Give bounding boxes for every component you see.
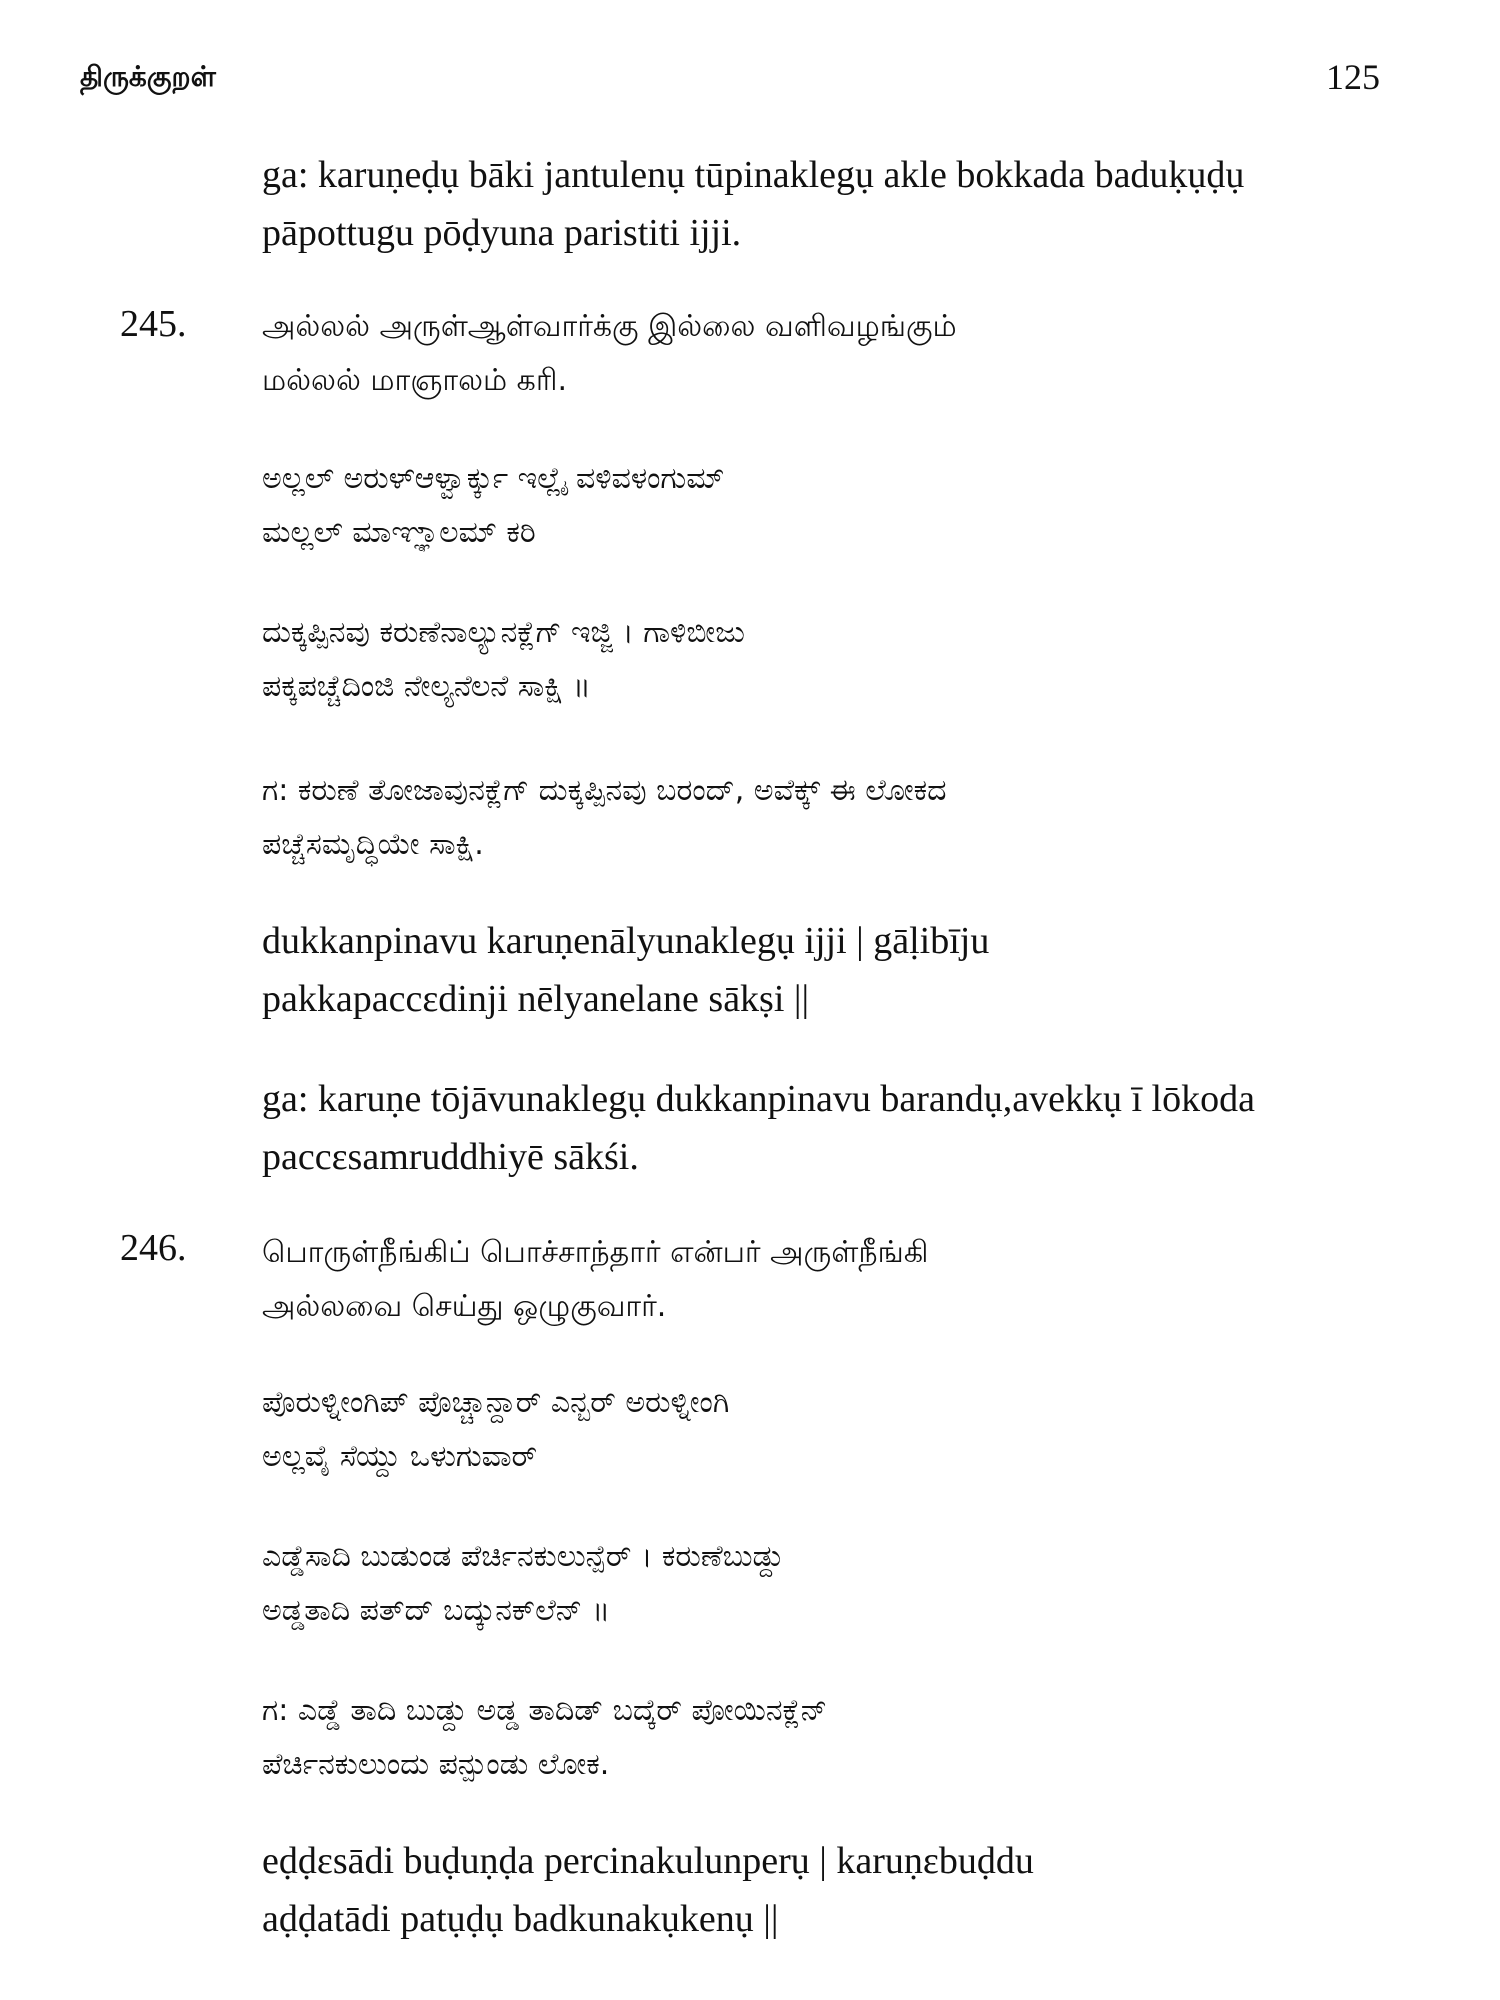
tamil-line: அல்லவை செய்து ஒழுகுவார். (262, 1289, 667, 1324)
verse-kannada-transliteration (262, 1376, 1442, 1484)
kannada-line: ಪಕ್ಕಪಚ್ಚೆದಿಂಜಿ ನೇಲ್ಯನೆಲನೆ ಸಾಕ್ಷಿ ॥ (262, 669, 591, 704)
kannada-line: ಪಚ್ಚೆಸಮೃದ್ಧಿಯೇ ಸಾಕ್ಷಿ. (262, 827, 484, 862)
verse-gloss-kannada (262, 764, 1442, 872)
kannada-line: ಅಲ್ಲಲ್ ಅರುಳ್ಆಳ್ವಾರ್ಕ್ಕು ಇಲ್ಲೈ ವಳಿವಳಂಗುಮ್ (262, 461, 725, 496)
verse-tulu-kannada-script (262, 1530, 1442, 1638)
verse-tamil (262, 300, 1442, 408)
gloss-line: ga: karuṇeḍụ bāki jantulenụ tūpinaklegụ akle bokkada baduḳụḍụ (262, 154, 1245, 196)
page-number: 125 (1326, 57, 1380, 97)
kannada-line: ಮಲ್ಲಲ್ ಮಾಞ್ಞಾಲಮ್ ಕರಿ (262, 515, 536, 550)
prev-verse-gloss (262, 146, 1442, 262)
verse-kannada-transliteration (262, 452, 1442, 560)
kannada-line: ಗ: ಎಡ್ಡೆ ತಾದಿ ಬುಡ್ದು ಅಡ್ಡ ತಾದಿಡ್ ಬದ್ಕೆರ್ ಪೋಯಿನಕ್ಲೆನ್ (262, 1693, 828, 1728)
kannada-line: ದುಕ್ಕಪ್ಪಿನವು ಕರುಣೆನಾಲ್ಯುನಕ್ಲೆಗ್ ಇಜ್ಜಿ । ಗಾಳಿಬೀಜು (262, 615, 745, 650)
latin-line: ga: karuṇe tōjāvunaklegụ dukkanpinavu barandụ,avekkụ ī lōkoda (262, 1078, 1255, 1120)
kannada-line: ಗ: ಕರುಣೆ ತೋಜಾವುನಕ್ಲೆಗ್ ದುಕ್ಕಪ್ಪಿನವು ಬರಂದ್, ಅವೆಕ್ಕ್ ಈ ಲೋಕದ (262, 773, 947, 808)
kannada-line: ಪೆರ್ಚಿನಕುಲುಂದು ಪನ್ಪುಂಡು ಲೋಕ. (262, 1747, 610, 1782)
kannada-line: ಎಡ್ಡೆಸಾದಿ ಬುಡುಂಡ ಪೆರ್ಚಿನಕುಲುನ್ಪೆರ್ । ಕರುಣೆಬುಡ್ದು (262, 1539, 784, 1574)
running-header-title: திருக்குறள் (80, 60, 216, 93)
latin-line: dukkanpinavu karuṇenālyunaklegụ ijji | gāḷibīju (262, 920, 990, 962)
kannada-line: ಪೊರುಳ್ನೀಂಗಿಪ್ ಪೊಚ್ಚಾನ್ದಾರ್ ಎನ್ಬರ್ ಅರುಳ್ನೀಂಗಿ (262, 1385, 730, 1420)
latin-line: aḍḍatādi patụḍụ badkunakụkenụ || (262, 1898, 779, 1940)
kannada-line: ಅಡ್ಡತಾದಿ ಪತ್‌ದ್ ಬದ್ಕುನಕ್‌ಲೆನ್ ॥ (262, 1593, 611, 1628)
tamil-line: அல்லல் அருள்ஆள்வார்க்கு இல்லை வளிவழங்கும் (262, 309, 957, 344)
verse-gloss-latin (262, 1070, 1442, 1186)
verse-tulu-latin (262, 912, 1442, 1028)
kannada-line: ಅಲ್ಲವೈ ಸೆಯ್ದು ಒಳುಗುವಾರ್ (262, 1439, 538, 1474)
gloss-line: pāpottugu pōḍyuna paristiti ijji. (262, 212, 742, 254)
tamil-line: மல்லல் மாஞாலம் கரி. (262, 363, 567, 398)
latin-line: pakkapaccɛdinji nēlyanelane sākṣi || (262, 978, 810, 1020)
latin-line: eḍḍɛsādi buḍuṇḍa percinakulunperụ | karuṇɛbuḍdu (262, 1840, 1034, 1882)
verse-tulu-kannada-script (262, 606, 1442, 714)
verse-tulu-latin (262, 1832, 1442, 1948)
tamil-line: பொருள்நீங்கிப் பொச்சாந்தார் என்பர் அருள்நீங்கி (262, 1235, 929, 1270)
verse-number: 245. (120, 303, 187, 345)
verse-gloss-kannada (262, 1684, 1442, 1792)
verse-tamil (262, 1226, 1442, 1334)
latin-line: paccɛsamruddhiyē sākśi. (262, 1136, 639, 1178)
verse-number: 246. (120, 1227, 187, 1269)
